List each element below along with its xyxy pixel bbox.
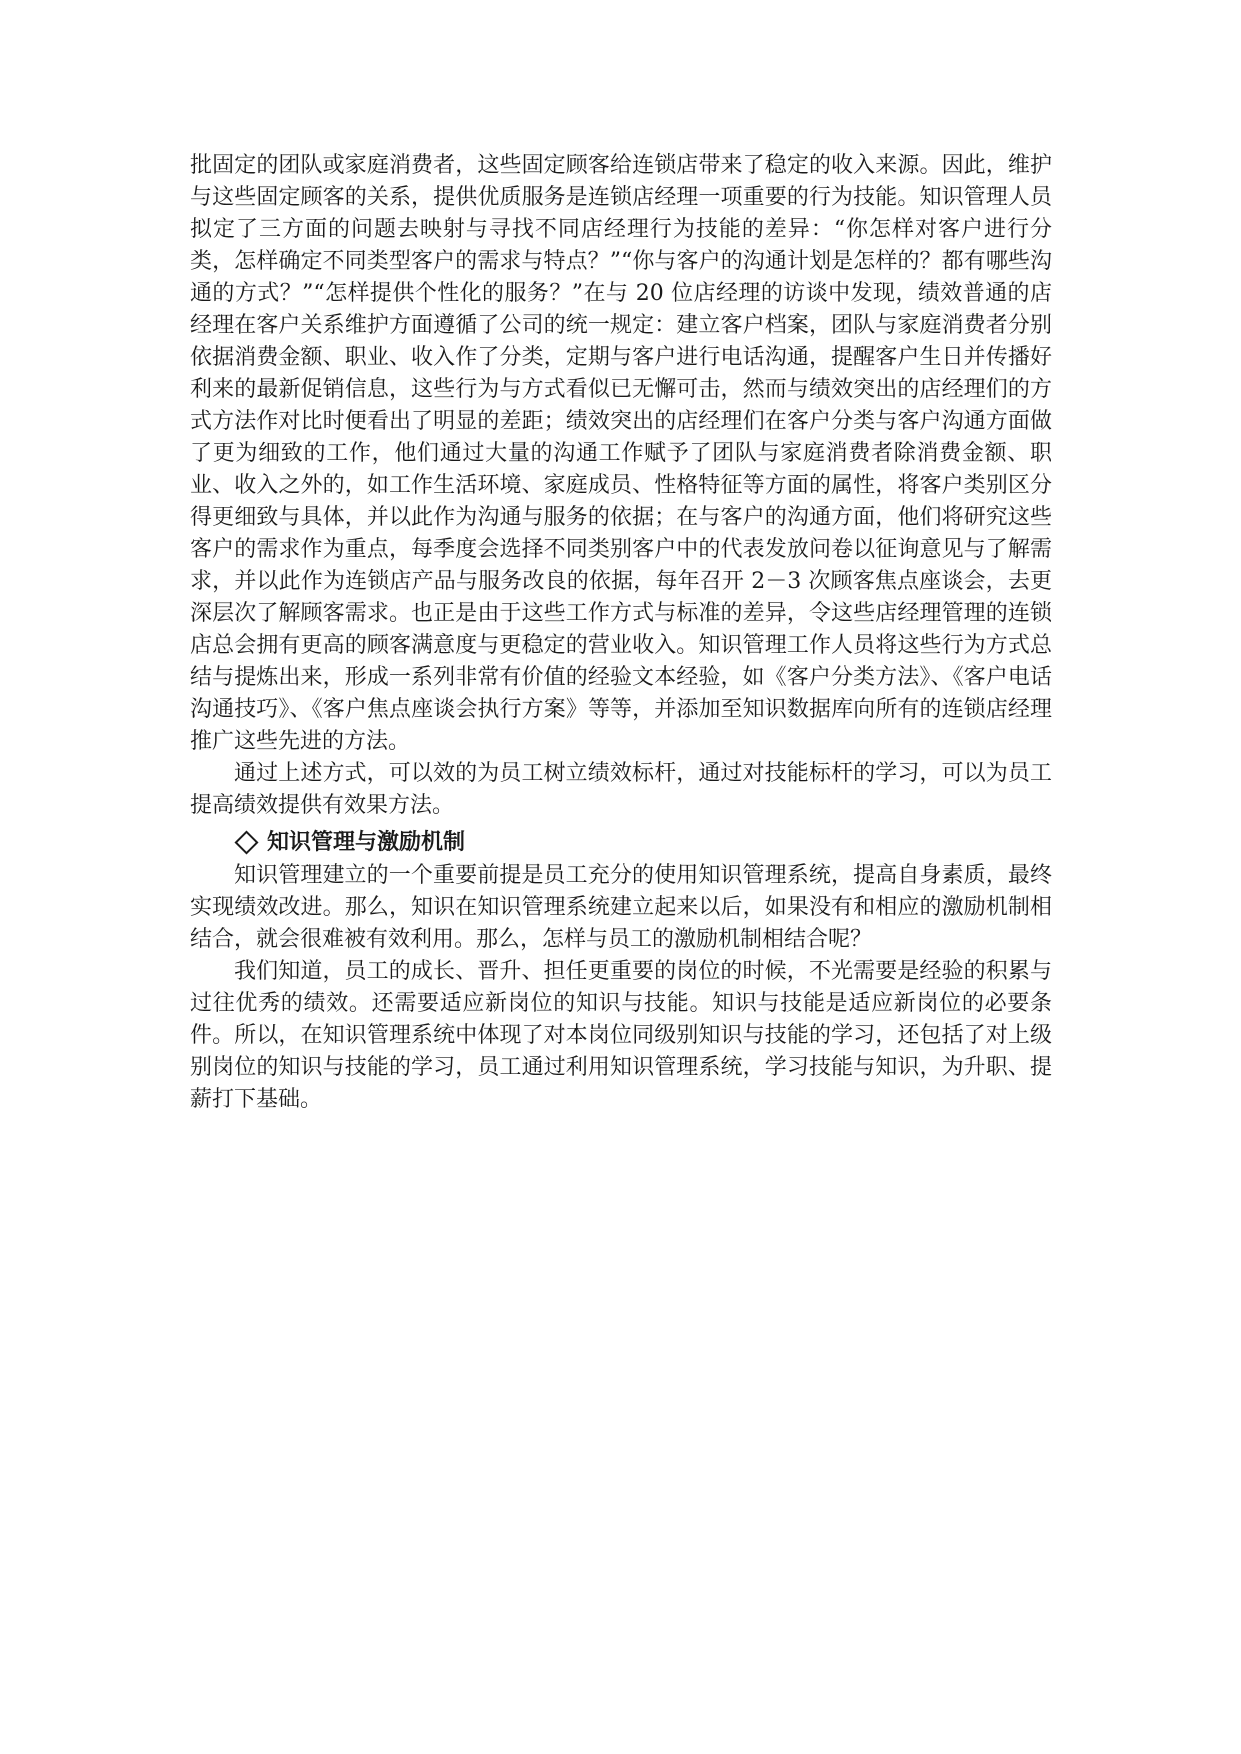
- body-paragraph: 批固定的团队或家庭消费者，这些固定顾客给连锁店带来了稳定的收入来源。因此，维护与这些固定顾客的关系，提供优质服务是连锁店经理一项重要的行为技能。知识管理人员拟定了三方面的问题去映射与寻找不同店经理行为技能的差异：“你怎样对客户进行分类，怎样确定不同类型客户的需求与特点？”“你与客户的沟通计划是怎样的？都有哪些沟通的方式？”“怎样提供个性化的服务？”在与 20 位店经理的访谈中发现，绩效普通的店经理在客户关系维护方面遵循了公司的统一规定：建立客户档案，团队与家庭消费者分别依据消费金额、职业、收入作了分类，定期与客户进行电话沟通，提醒客户生日并传播好利来的最新促销信息，这些行为与方式看似已无懈可击，然而与绩效突出的店经理们的方式方法作对比时便看出了明显的差距；绩效突出的店经理们在客户分类与客户沟通方面做了更为细致的工作，他们通过大量的沟通工作赋予了团队与家庭消费者除消费金额、职业、收入之外的，如工作生活环境、家庭成员、性格特征等方面的属性，将客户类别区分得更细致与具体，并以此作为沟通与服务的依据；在与客户的沟通方面，他们将研究这些客户的需求作为重点，每季度会选择不同类别客户中的代表发放问卷以征询意见与了解需求，并以此作为连锁店产品与服务改良的依据，每年召开 2－3 次顾客焦点座谈会，去更深层次了解顾客需求。也正是由于这些工作方式与标准的差异，令这些店经理管理的连锁店总会拥有更高的顾客满意度与更稳定的营业收入。知识管理工作人员将这些行为方式总结与提炼出来，形成一系列非常有价值的经验文本经验，如《客户分类方法》、《客户电话沟通技巧》、《客户焦点座谈会执行方案》等等，并添加至知识数据库向所有的连锁店经理推广这些先进的方法。: [190, 153, 1052, 754]
- body-paragraph: 通过上述方式，可以效的为员工树立绩效标杆，通过对技能标杆的学习，可以为员工提高绩效提供有效果方法。: [190, 761, 1052, 818]
- section-heading-text: 知识管理与激励机制: [267, 829, 466, 855]
- body-paragraph: 知识管理建立的一个重要前提是员工充分的使用知识管理系统，提高自身素质，最终实现绩效改进。那么，知识在知识管理系统建立起来以后，如果没有和相应的激励机制相结合，就会很难被有效利用。那么，怎样与员工的激励机制相结合呢？: [190, 863, 1052, 952]
- section-heading: [190, 826, 1052, 858]
- diamond-outline-icon: [234, 830, 258, 854]
- document-page: [190, 150, 1052, 1116]
- body-paragraph: 我们知道，员工的成长、晋升、担任更重要的岗位的时候，不光需要是经验的积累与过往优秀的绩效。还需要适应新岗位的知识与技能。知识与技能是适应新岗位的必要条件。所以，在知识管理系统中体现了对本岗位同级别知识与技能的学习，还包括了对上级别岗位的知识与技能的学习，员工通过利用知识管理系统，学习技能与知识，为升职、提薪打下基础。: [190, 959, 1052, 1112]
